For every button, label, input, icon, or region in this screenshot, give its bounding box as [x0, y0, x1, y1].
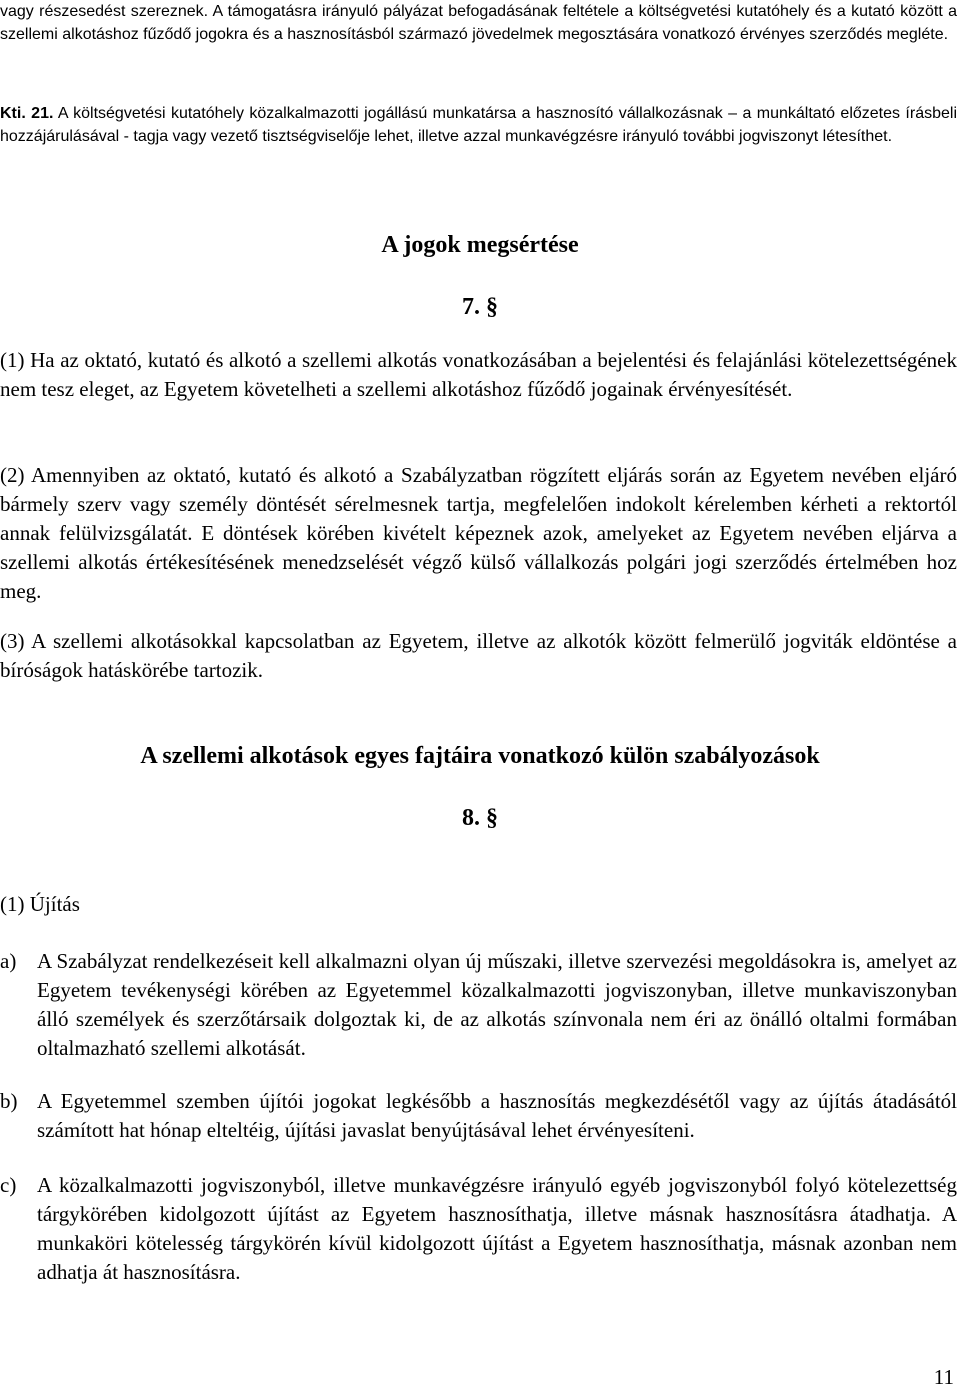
- kti-21-label: Kti. 21.: [0, 105, 54, 122]
- list-item-b: [0, 1087, 957, 1145]
- list-item-marker: c): [0, 1173, 17, 1197]
- section-8-number: 8. §: [462, 805, 498, 831]
- list-item-marker: b): [0, 1089, 18, 1113]
- section-7-paragraph-3: (3) A szellemi alkotásokkal kapcsolatban az Egyetem, illetve az alkotók között felmerülő jogviták eldöntése a bíróságok hatáskörébe tartozik.: [0, 629, 957, 682]
- section-8-heading: A szellemi alkotások egyes fajtáira vonatkozó külön szabályozások: [140, 743, 820, 769]
- list-item-a: [0, 947, 957, 1063]
- list-item-text: A közalkalmazotti jogviszonyból, illetve munkavégzésre irányuló egyéb jogviszonyból folyó kötelezettség tárgykörében kidolgozott újítást az Egyetem hasznosíthatja, illetve másnak hasznosításra átadhatja. A munkaköri kötelesség tárgykörén kívül kidolgozott újítást a Egyetem hasznosíthatja, másnak azonban nem adhatja át hasznosításra.: [37, 1173, 957, 1284]
- section-7-paragraph-1: (1) Ha az oktató, kutató és alkotó a szellemi alkotás vonatkozásában a bejelentési és felajánlási kötelezettségének nem tesz eleget, az Egyetem követelheti a szellemi alkotáshoz fűződő jogainak érvényesítését.: [0, 348, 957, 401]
- list-item-text: A Szabályzat rendelkezéseit kell alkalmazni olyan új műszaki, illetve szervezési megoldásokra is, amelyet az Egyetem tevékenységi körében az Egyetemmel közalkalmazotti jogviszonyban, illetve munkaviszonyban álló személyek és szerzőtársaik dolgoztak ki, de az alkotás színvonala nem éri az önálló oltalmi formában oltalmazható szellemi alkotását.: [37, 949, 957, 1060]
- kti-21-paragraph: [0, 102, 957, 148]
- list-item-marker: a): [0, 949, 17, 973]
- section-7-paragraph-2: (2) Amennyiben az oktató, kutató és alkotó a Szabályzatban rögzített eljárás során az Egyetem nevében eljáró bármely szerv vagy személy döntését sérelmesnek tartja, megfelelően indokolt kérelemben kérheti a rektortól annak felülvizsgálatát. E döntések körében kivételt képeznek azok, amelyeket az Egyetem nevében eljárva a szellemi alkotás értékesítésének menedzselését végző külső vállalkozás polgári jogi szerződés értelmében hoz meg.: [0, 463, 957, 603]
- section-8-subheading: (1) Újítás: [0, 892, 80, 916]
- kti-21-text: A költségvetési kutatóhely közalkalmazotti jogállású munkatársa a hasznosító vállalkozásnak – a munkáltató előzetes írásbeli hozzájárulásával - tagja vagy vezető tisztségviselője lehet, illetve azzal munkavégzésre irányuló további jogviszonyt létesíthet.: [0, 105, 958, 145]
- section-7-heading: A jogok megsértése: [381, 232, 579, 258]
- section-7-number: 7. §: [462, 294, 498, 320]
- list-item-c: [0, 1171, 957, 1287]
- intro-paragraph: vagy részesedést szereznek. A támogatásra irányuló pályázat befogadásának feltétele a költségvetési kutatóhely és a kutató között a szellemi alkotáshoz fűződő jogokra és a hasznosításból származó jövedelmek megosztására vonatkozó érvényes szerződés megléte.: [0, 3, 957, 43]
- list-item-text: A Egyetemmel szemben újítói jogokat legkésőbb a hasznosítás megkezdésétől vagy az újítás átadásától számított hat hónap elteltéig, újítási javaslat benyújtásával lehet érvényesíteni.: [37, 1089, 957, 1142]
- page-number: 11: [933, 1365, 954, 1389]
